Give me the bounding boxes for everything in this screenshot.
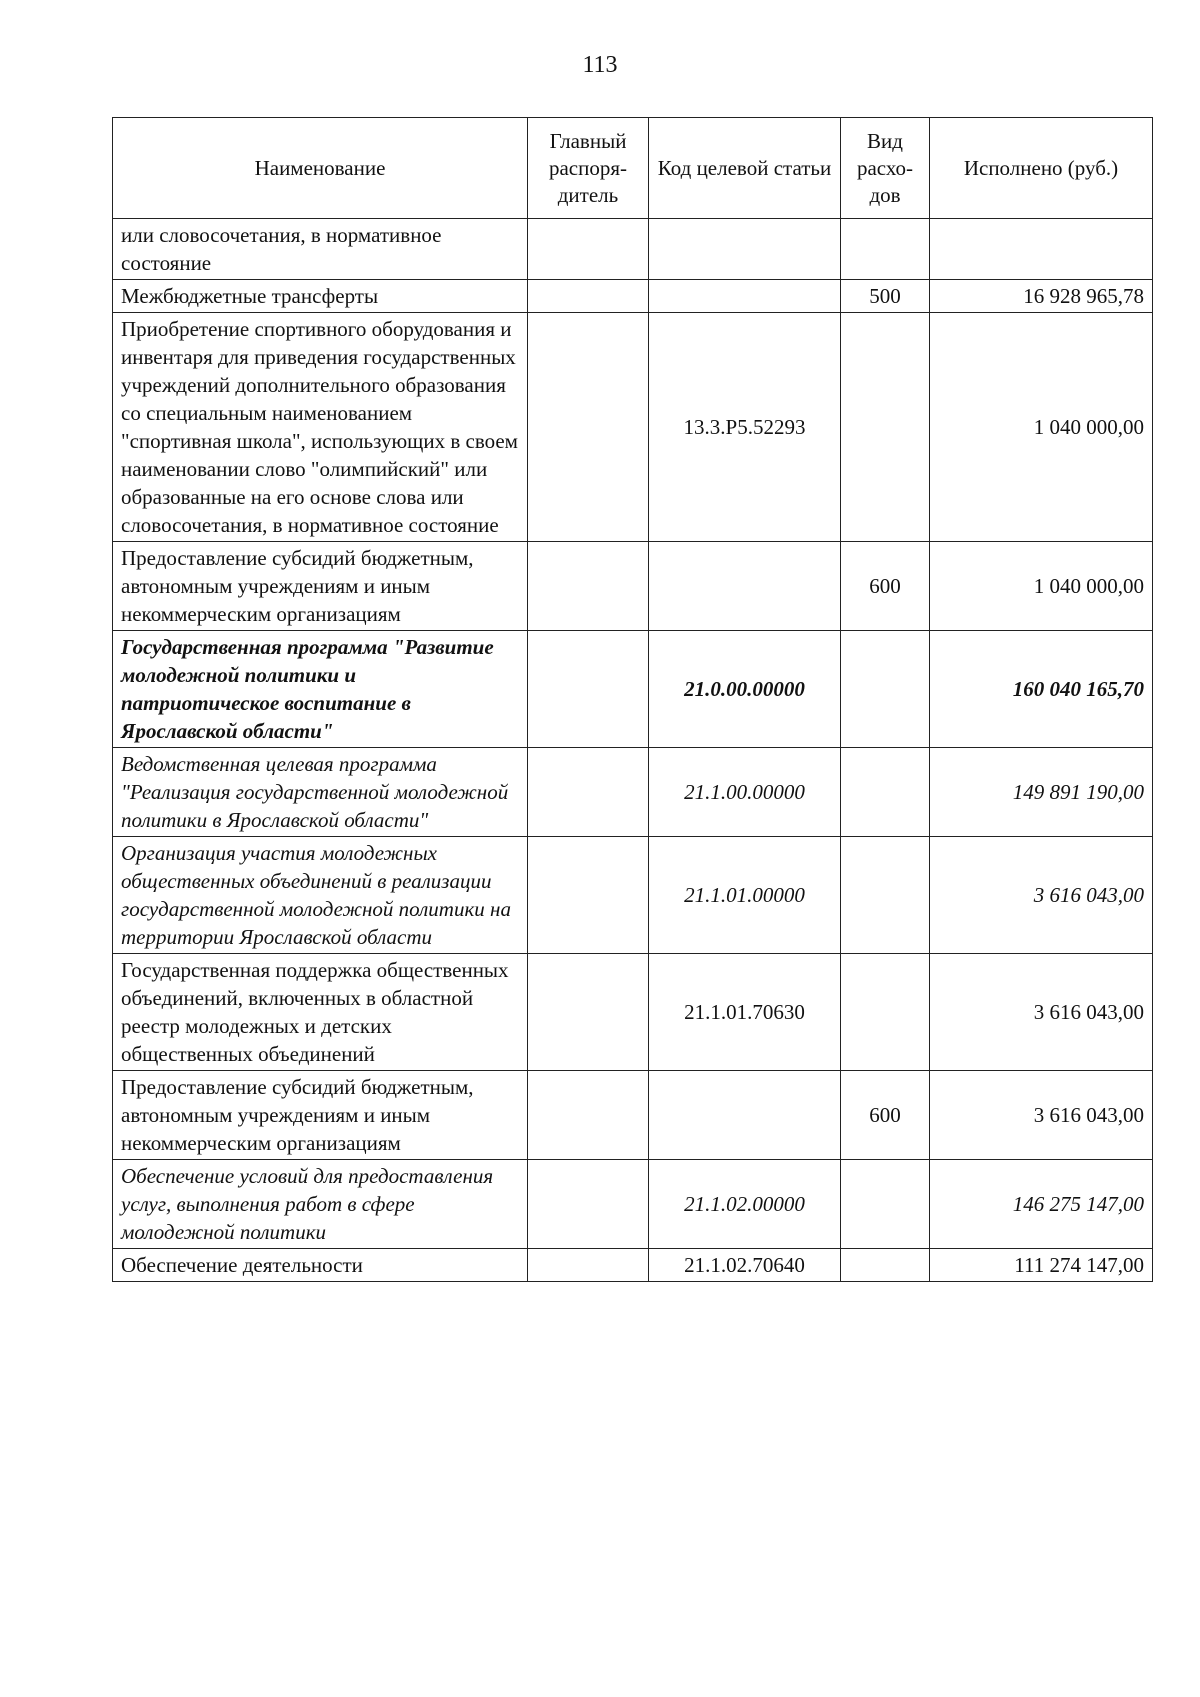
cell-vid: 600 <box>841 542 930 631</box>
cell-glavny <box>528 542 649 631</box>
cell-vid <box>841 1160 930 1249</box>
table-row <box>113 631 1153 748</box>
header-kod: Код целевой статьи <box>649 118 841 219</box>
cell-amount: 3 616 043,00 <box>930 954 1153 1071</box>
cell-kod: 21.0.00.00000 <box>649 631 841 748</box>
table-row <box>113 1160 1153 1249</box>
cell-vid <box>841 313 930 542</box>
cell-glavny <box>528 219 649 280</box>
table-row <box>113 219 1153 280</box>
header-vid: Вид расхо-дов <box>841 118 930 219</box>
cell-glavny <box>528 280 649 313</box>
header-amount: Исполнено (руб.) <box>930 118 1153 219</box>
cell-amount: 146 275 147,00 <box>930 1160 1153 1249</box>
cell-kod: 21.1.02.70640 <box>649 1249 841 1282</box>
cell-amount <box>930 219 1153 280</box>
budget-table <box>112 117 1153 1282</box>
cell-amount: 1 040 000,00 <box>930 542 1153 631</box>
table-row <box>113 542 1153 631</box>
cell-kod: 21.1.01.00000 <box>649 837 841 954</box>
cell-amount: 111 274 147,00 <box>930 1249 1153 1282</box>
cell-kod: 21.1.00.00000 <box>649 748 841 837</box>
table-row <box>113 1249 1153 1282</box>
table-header-row <box>113 118 1153 219</box>
cell-kod <box>649 542 841 631</box>
cell-kod: 21.1.01.70630 <box>649 954 841 1071</box>
cell-vid <box>841 837 930 954</box>
cell-glavny <box>528 748 649 837</box>
cell-amount: 160 040 165,70 <box>930 631 1153 748</box>
cell-glavny <box>528 954 649 1071</box>
cell-name: Межбюджетные трансферты <box>113 280 528 313</box>
cell-vid: 600 <box>841 1071 930 1160</box>
cell-name: Предоставление субсидий бюджетным, автономным учреждениям и иным некоммерческим организациям <box>113 542 528 631</box>
table-row <box>113 1071 1153 1160</box>
table-row <box>113 954 1153 1071</box>
cell-kod: 13.3.Р5.52293 <box>649 313 841 542</box>
cell-amount: 149 891 190,00 <box>930 748 1153 837</box>
cell-kod <box>649 280 841 313</box>
cell-amount: 16 928 965,78 <box>930 280 1153 313</box>
cell-vid <box>841 748 930 837</box>
table-row <box>113 837 1153 954</box>
cell-name: Государственная поддержка общественных объединений, включенных в областной реестр молодежных и детских общественных объединений <box>113 954 528 1071</box>
table-row <box>113 748 1153 837</box>
cell-glavny <box>528 1071 649 1160</box>
cell-amount: 1 040 000,00 <box>930 313 1153 542</box>
cell-vid: 500 <box>841 280 930 313</box>
cell-glavny <box>528 1249 649 1282</box>
cell-glavny <box>528 631 649 748</box>
header-name: Наименование <box>113 118 528 219</box>
cell-name: Приобретение спортивного оборудования и инвентаря для приведения государственных учреждений дополнительного образования со специальным наименованием "спортивная школа", использующих в своем наименовании слово "олимпийский" или образованные на его основе слова или словосочетания, в нормативное состояние <box>113 313 528 542</box>
cell-vid <box>841 631 930 748</box>
cell-vid <box>841 1249 930 1282</box>
page-number: 113 <box>582 52 618 78</box>
cell-vid <box>841 219 930 280</box>
cell-amount: 3 616 043,00 <box>930 837 1153 954</box>
cell-kod <box>649 1071 841 1160</box>
cell-amount: 3 616 043,00 <box>930 1071 1153 1160</box>
cell-glavny <box>528 837 649 954</box>
cell-name: Организация участия молодежных общественных объединений в реализации государственной молодежной политики на территории Ярославской области <box>113 837 528 954</box>
cell-name: Обеспечение деятельности <box>113 1249 528 1282</box>
table-row <box>113 313 1153 542</box>
cell-name: Обеспечение условий для предоставления услуг, выполнения работ в сфере молодежной политики <box>113 1160 528 1249</box>
cell-name: или словосочетания, в нормативное состояние <box>113 219 528 280</box>
table-row <box>113 280 1153 313</box>
cell-kod <box>649 219 841 280</box>
cell-glavny <box>528 1160 649 1249</box>
cell-name: Государственная программа "Развитие молодежной политики и патриотическое воспитание в Ярославской области" <box>113 631 528 748</box>
cell-glavny <box>528 313 649 542</box>
header-glavny: Главный распоря-дитель <box>528 118 649 219</box>
cell-name: Предоставление субсидий бюджетным, автономным учреждениям и иным некоммерческим организациям <box>113 1071 528 1160</box>
cell-name: Ведомственная целевая программа "Реализация государственной молодежной политики в Ярославской области" <box>113 748 528 837</box>
cell-vid <box>841 954 930 1071</box>
cell-kod: 21.1.02.00000 <box>649 1160 841 1249</box>
